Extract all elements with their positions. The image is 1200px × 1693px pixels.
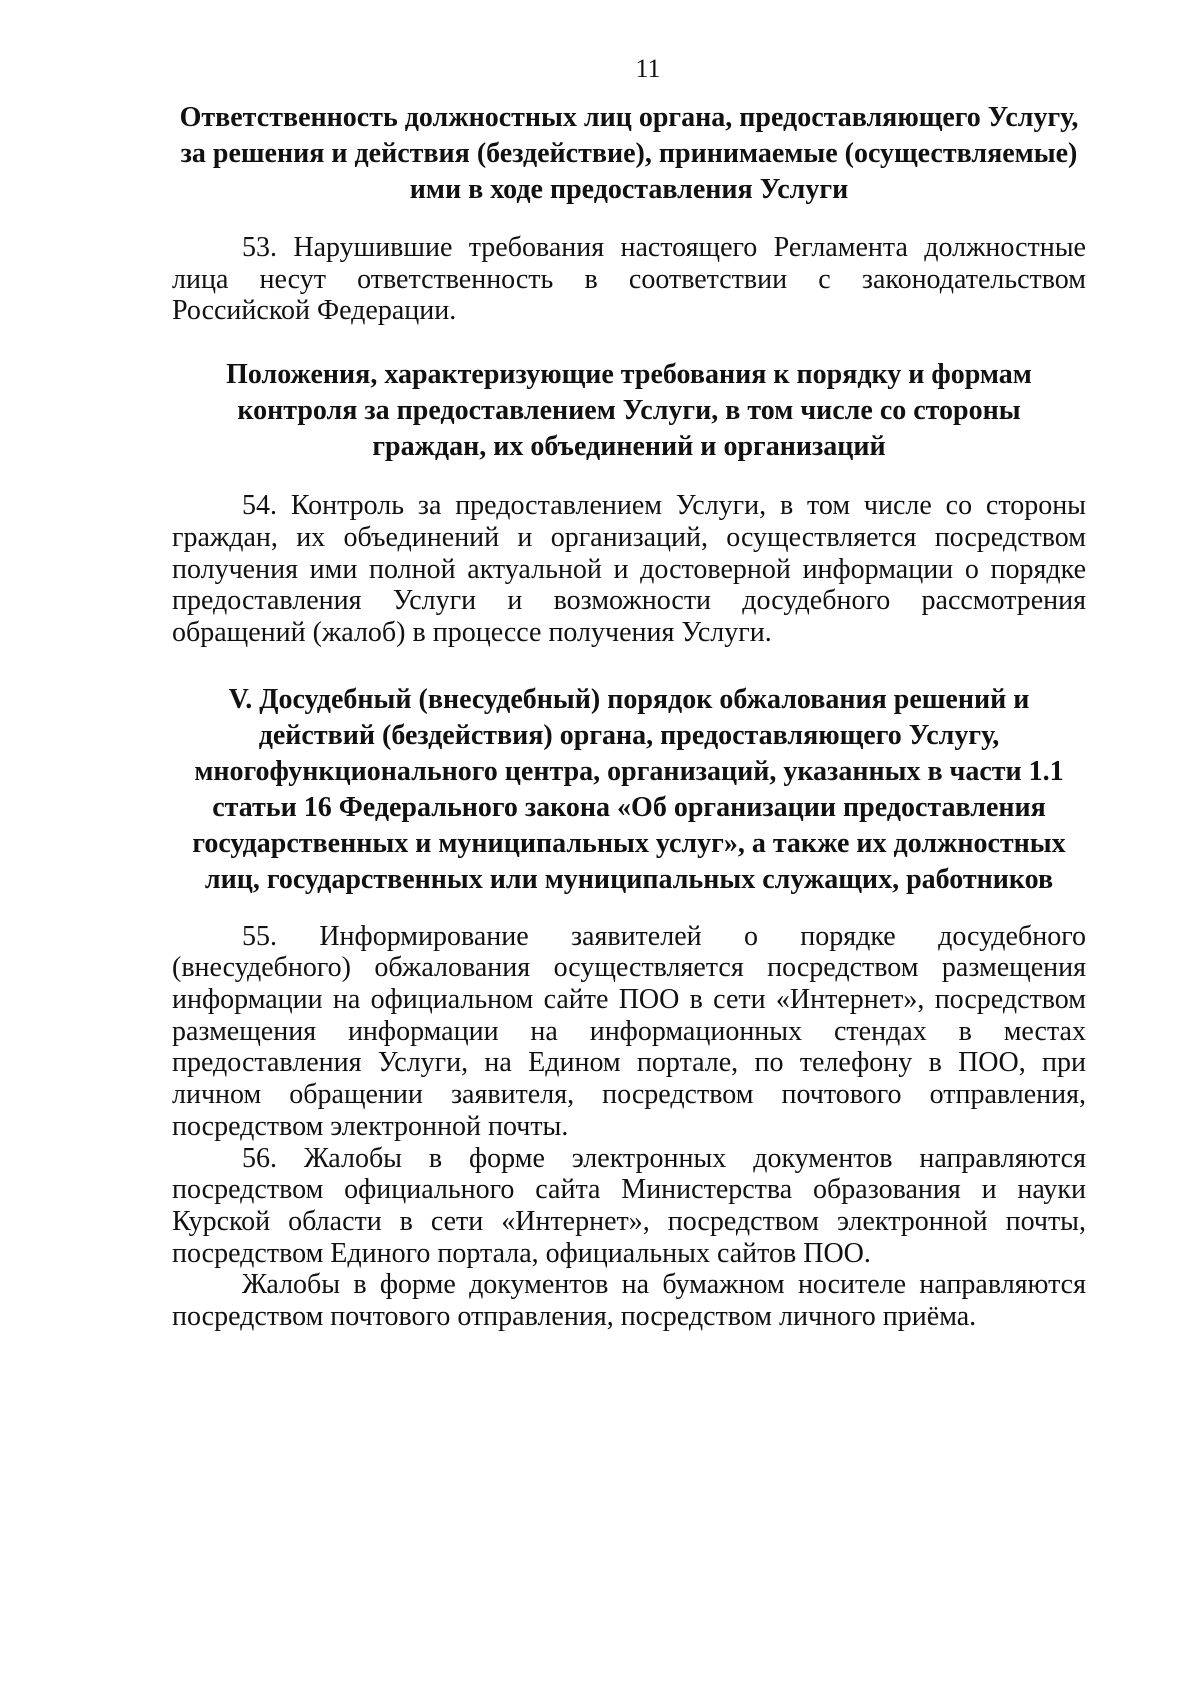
- heading-line: статьи 16 Федерального закона «Об организации предоставления: [212, 791, 1046, 823]
- paragraph-line: предоставления Услуги, на Едином портале, по телефону в ПОО, при: [172, 1047, 1086, 1079]
- paragraph-line: посредством почтового отправления, посредством личного приёма.: [172, 1301, 977, 1333]
- paragraph-line: личном обращении заявителя, посредством почтового отправления,: [172, 1079, 1086, 1111]
- heading-line: Положения, характеризующие требования к порядку и формам: [226, 359, 1032, 391]
- heading-line: лиц, государственных или муниципальных служащих, работников: [204, 863, 1054, 895]
- page-content: [172, 52, 1086, 1333]
- paragraph-line: граждан, их объединений и организаций, осуществляется посредством: [172, 521, 1086, 553]
- paragraph-56: [172, 1143, 1086, 1270]
- paragraph-line: (внесудебного) обжалования осуществляется посредством размещения: [172, 952, 1086, 984]
- paragraph-line: получения ими полной актуальной и достоверной информации о порядке: [172, 553, 1086, 585]
- section-heading-control: [172, 357, 1086, 465]
- paragraph-line: посредством электронной почты.: [172, 1110, 569, 1142]
- paragraph-line: посредством официального сайта Министерства образования и науки: [172, 1174, 1086, 1206]
- paragraph-56-continuation: [172, 1269, 1086, 1332]
- heading-line: V. Досудебный (внесудебный) порядок обжалования решений и: [228, 683, 1030, 715]
- paragraph-line: размещения информации на информационных стендах в местах: [172, 1015, 1086, 1047]
- section-heading-responsibility: [172, 100, 1086, 208]
- heading-line: многофункционального центра, организаций, указанных в части 1.1: [194, 755, 1064, 787]
- heading-line: Ответственность должностных лиц органа, предоставляющего Услугу,: [179, 102, 1079, 133]
- paragraph-line: 55. Информирование заявителей о порядке досудебного: [242, 920, 1086, 952]
- paragraph-53: [172, 232, 1086, 327]
- paragraph-line: посредством Единого портала, официальных сайтов ПОО.: [172, 1237, 871, 1269]
- paragraph-line: 53. Нарушившие требования настоящего Регламента должностные: [242, 232, 1086, 263]
- heading-line: за решения и действия (бездействие), принимаемые (осуществляемые): [180, 138, 1078, 169]
- paragraph-line: Курской области в сети «Интернет», посредством электронной почты,: [172, 1205, 1086, 1237]
- paragraph-54: [172, 490, 1086, 649]
- paragraph-line: Российской Федерации.: [172, 295, 457, 327]
- paragraph-line: Жалобы в форме документов на бумажном носителе направляются: [242, 1269, 1086, 1301]
- paragraph-line: лица несут ответственность в соответствии с законодательством: [172, 263, 1086, 295]
- heading-line: ими в ходе предоставления Услуги: [409, 174, 849, 205]
- paragraph-55: [172, 921, 1086, 1143]
- heading-line: действий (бездействия) органа, предоставляющего Услугу,: [258, 719, 1000, 751]
- page-number: 11: [635, 54, 661, 83]
- paragraph-line: предоставления Услуги и возможности досудебного рассмотрения: [172, 585, 1086, 617]
- heading-line: граждан, их объединений и организаций: [372, 431, 886, 463]
- paragraph-line: обращений (жалоб) в процессе получения Услуги.: [172, 616, 772, 648]
- section-heading-appeal-procedure: [172, 682, 1086, 898]
- heading-line: контроля за предоставлением Услуги, в том числе со стороны: [237, 395, 1021, 427]
- paragraph-line: информации на официальном сайте ПОО в сети «Интернет», посредством: [172, 984, 1086, 1016]
- paragraph-line: 56. Жалобы в форме электронных документов направляются: [242, 1142, 1086, 1174]
- paragraph-line: 54. Контроль за предоставлением Услуги, в том числе со стороны: [242, 490, 1086, 522]
- heading-line: государственных и муниципальных услуг», а также их должностных: [192, 827, 1066, 859]
